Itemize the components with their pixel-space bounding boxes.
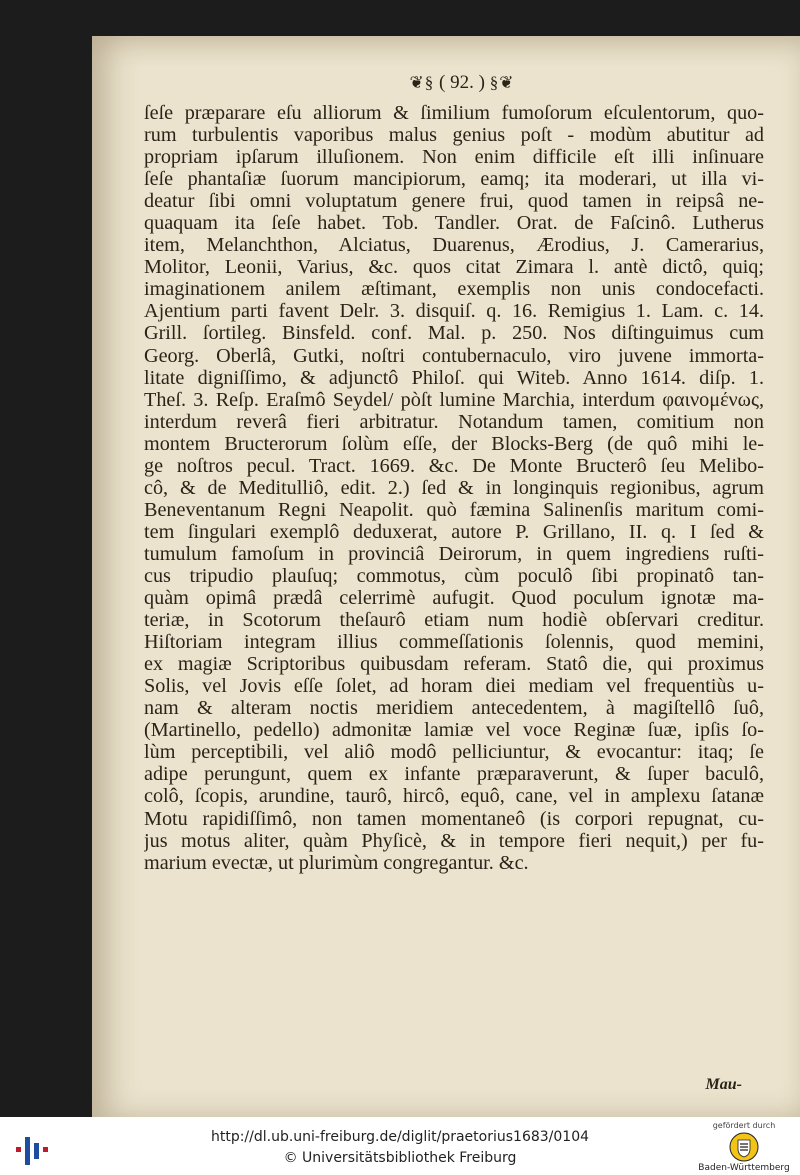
text-line: montem Bructerorum ſolùm eſſe, der Blocks-Berg (de quô mihi le- (144, 432, 764, 455)
text-line: quaquam ita ſeſe habet. Tob. Tandler. Orat. de Faſcinô. Lutherus (144, 212, 764, 235)
text-line: Molitor, Leonii, Varius, &c. quos citat Zimara l. antè dictô, quiq; (144, 256, 764, 279)
text-line: adipe perungunt, quem ex infante præparaverunt, & ſuper baculô, (144, 763, 764, 786)
text-line: Beneventanum Regni Neapolit. quò fæmina Salinenſis maritum comi- (144, 498, 764, 521)
text-line: cus tripudio plauſuq; commotus, cùm poculô ſibi propinatô tan- (144, 564, 764, 587)
copyright-text: © Universitätsbibliothek Freiburg (283, 1150, 517, 1166)
text-line: interdum reverâ fieri arbitratur. Notandum tamen, comitium non (144, 410, 764, 433)
text-line: jus motus aliter, quàm Phyſicè, & in tempore fieri nequit,) per fu- (144, 829, 764, 852)
text-line: tumulum famoſum in provinciâ Deirorum, in quem ingrediens ruſti- (144, 542, 764, 565)
text-line: Theſ. 3. Reſp. Eraſmô Seydel/ pòſt lumine Marchia, interdum φαινομένως, (144, 388, 764, 411)
catchword: Mau- (705, 1076, 742, 1093)
funding-state: Baden-Württemberg (698, 1163, 790, 1173)
text-line: tem ſingulari exemplô deduxerat, autore P. Grillano, II. q. I ſed & (144, 520, 764, 543)
text-line: Motu rapidiſſimô, non tamen momentaneô (is corpori repugnat, cu- (144, 807, 764, 830)
text-line: litate digniſſimo, & adjunctô Philoſ. qui Witeb. Anno 1614. diſp. 1. (144, 366, 764, 389)
funding-label: gefördert durch (712, 1121, 776, 1130)
text-line: imaginationem anilem æſtimant, exemplis non unis condocefacti. (144, 278, 764, 301)
ornament-left: ❦§ (409, 73, 435, 92)
page-header (362, 72, 562, 94)
text-line: Hiſtoriam integram illius commeſſationis ſolennis, quod memini, (144, 631, 764, 654)
text-line: ſeſe phantaſiæ ſuorum mancipiorum, eamq; ita moderari, ut illa vi- (144, 168, 764, 191)
text-line: Ajentium parti favent Delr. 3. disquiſ. q. 16. Remigius 1. Lam. c. 14. (144, 300, 764, 323)
state-crest-icon (729, 1132, 759, 1162)
text-line: teriæ, in Scotorum theſaurô etiam num hodiè obſervari creditur. (144, 609, 764, 632)
text-line: rum turbulentis vaporibus malus genius poſt - modùm abutitur ad (144, 124, 764, 147)
funding-badge (692, 1121, 796, 1173)
book-page (92, 36, 800, 1117)
ornament-right: §❦ (489, 73, 515, 92)
text-line: quàm opimâ prædâ celerrimè aufugit. Quod poculum ignotæ ma- (144, 587, 764, 610)
text-line: deatur ſibi omni voluptatum genere frui, quod tamen in reipsâ ne- (144, 190, 764, 213)
page-number: ( 92. ) (439, 72, 485, 93)
text-line: ex magiæ Scriptoribus quibusdam referam. Statô die, qui proximus (144, 653, 764, 676)
text-line: item, Melanchthon, Alciatus, Duarenus, Ærodius, J. Camerarius, (144, 234, 764, 257)
body-text (144, 102, 764, 874)
text-line: nam & alteram noctis meridiem antecedentem, à magiſtellô ſuô, (144, 697, 764, 720)
text-line: ſeſe præparare eſu alliorum & ſimilium fumoſorum eſculentorum, quo- (144, 102, 764, 124)
text-line: Solis, vel Jovis eſſe ſolet, ad horam diei mediam vel frequentiùs u- (144, 675, 764, 698)
viewer-footer (0, 1117, 800, 1175)
text-line: propriam ipſarum illuſionem. Non enim difficile eſt illi inſinuare (144, 146, 764, 169)
text-line: (Martinello, pedello) admonitæ lamiæ vel voce Reginæ ſuæ, ipſis ſo- (144, 719, 764, 742)
text-line: cô, & de Meditulliô, edit. 2.) ſed & in longinquis regionibus, agrum (144, 476, 764, 499)
text-line: marium evectæ, ut plurimùm congregantur. &c. (144, 851, 529, 874)
text-line: lùm perceptibili, vel aliô modô pelliciuntur, & evocantur: itaq; ſe (144, 741, 764, 764)
text-line: Georg. Oberlâ, Gutki, noſtri contubernaculo, viro juvene immorta- (144, 344, 764, 367)
text-line: Grill. ſortileg. Binsfeld. conf. Mal. p. 250. Nos diſtinguimus cum (144, 322, 764, 345)
text-line: ge noſtros pecul. Tract. 1669. &c. De Monte Bructerô ſeu Melibo- (144, 454, 764, 477)
text-line: colô, ſcopis, arundine, taurô, hircô, equô, cane, vel in amplexu ſatanæ (144, 785, 764, 808)
permalink-link[interactable]: http://dl.ub.uni-freiburg.de/diglit/praetorius1683/0104 (210, 1129, 590, 1145)
permalink[interactable] (0, 1129, 800, 1145)
